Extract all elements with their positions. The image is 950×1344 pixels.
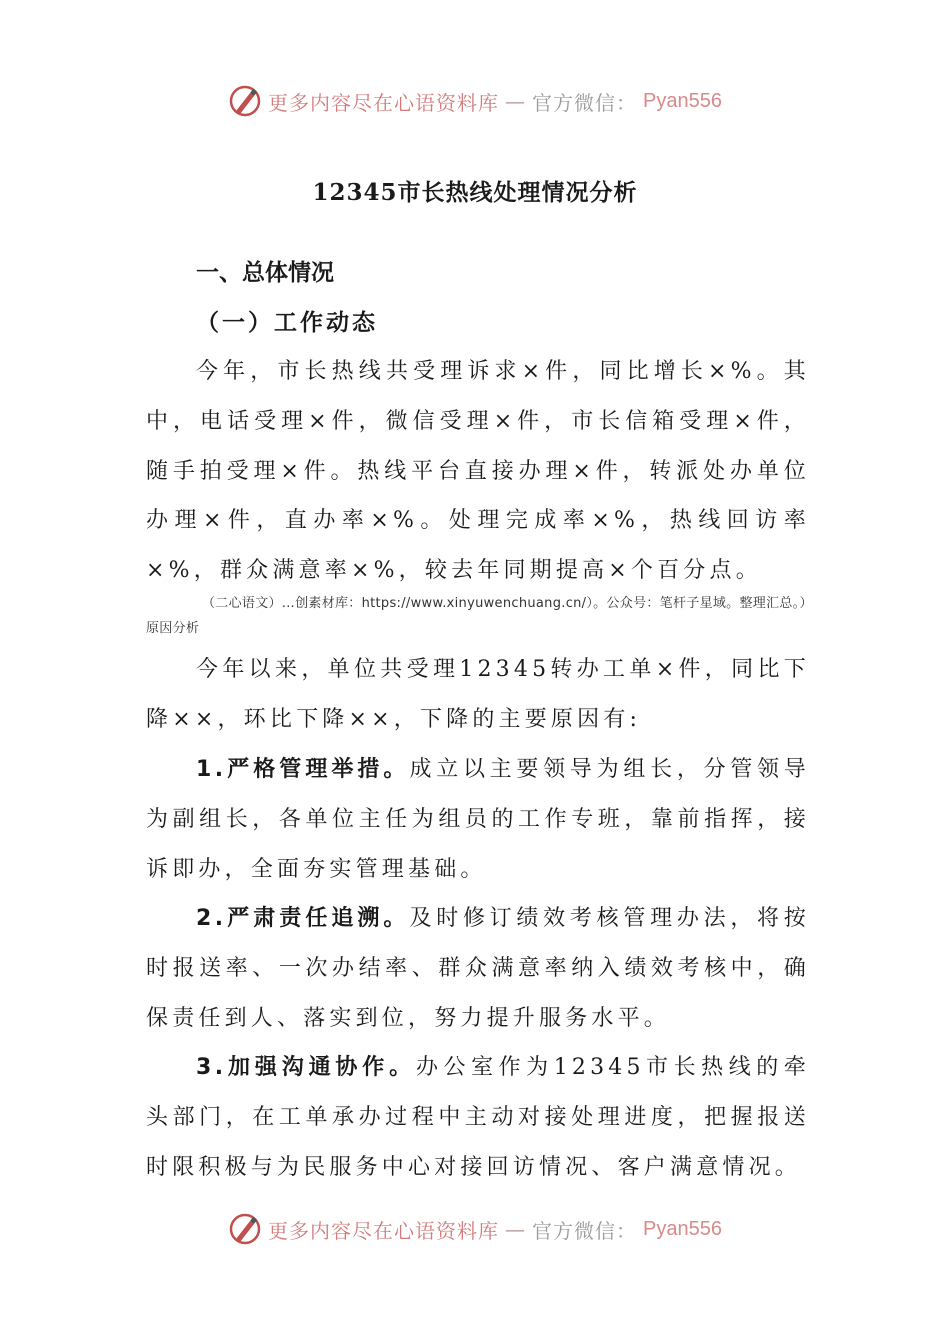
pen-logo-icon [228,1212,262,1246]
watermark-official-label: 官方微信： [532,1218,638,1243]
paragraph-work-status: 今年，市长热线共受理诉求×件，同比增长×%。其中，电话受理×件，微信受理×件，市长信箱受理×件，随手拍受理×件。热线平台直接办理×件，转派处办单位办理×件，直办率×%。处理完成率×%，热线回访率×%，群众满意率×%，较去年同期提高×个百分点。 [146,359,810,584]
header-watermark [0,84,950,118]
list-item-responsibility [146,894,810,1043]
watermark-official-label: 官方微信： [532,90,638,115]
paragraph-reason-intro: 今年以来，单位共受理12345转办工单×件，同比下降××，环比下降××，下降的主要原因有: [146,657,810,732]
watermark-dash: — [505,89,527,113]
watermark-dash: — [505,1217,527,1241]
watermark-main-text: 更多内容尽在心语资料库 [268,90,500,115]
list-item-communication [146,1043,810,1192]
watermark-main-text: 更多内容尽在心语资料库 [268,1218,500,1243]
watermark-wechat-id: Pyan556 [643,1217,722,1240]
subsection-heading-work-status: （一）工作动态 [196,309,378,336]
source-note: （二心语文）…创素材库：https://www.xinyuwenchuang.cn/）。公众号：笔杆子星域。整理汇总。）原因分析 [146,596,807,636]
watermark-wechat-id: Pyan556 [643,89,722,112]
pen-logo-icon [228,84,262,118]
item-text: 及时修订绩效考核管理办法，将按时报送率、一次办结率、群众满意率纳入绩效考核中，确保责任到人、落实到位，努力提升服务水平。 [146,906,810,1031]
section-heading-overall: 一、总体情况 [196,260,334,286]
document-title: 12345市长热线处理情况分析 [312,179,638,206]
item-title: 1.严格管理举措。 [196,757,410,782]
list-item-strict-management [146,745,810,894]
item-title: 2.严肃责任追溯。 [196,906,410,931]
item-text: 成立以主要领导为组长，分管领导为副组长，各单位主任为组员的工作专班，靠前指挥，接诉即办，全面夯实管理基础。 [146,757,810,882]
footer-watermark [0,1212,950,1246]
item-title: 3.加强沟通协作。 [196,1055,416,1080]
item-text: 办公室作为12345市长热线的牵头部门，在工单承办过程中主动对接处理进度，把握报送时限积极与为民服务中心对接回访情况、客户满意情况。 [146,1055,810,1180]
